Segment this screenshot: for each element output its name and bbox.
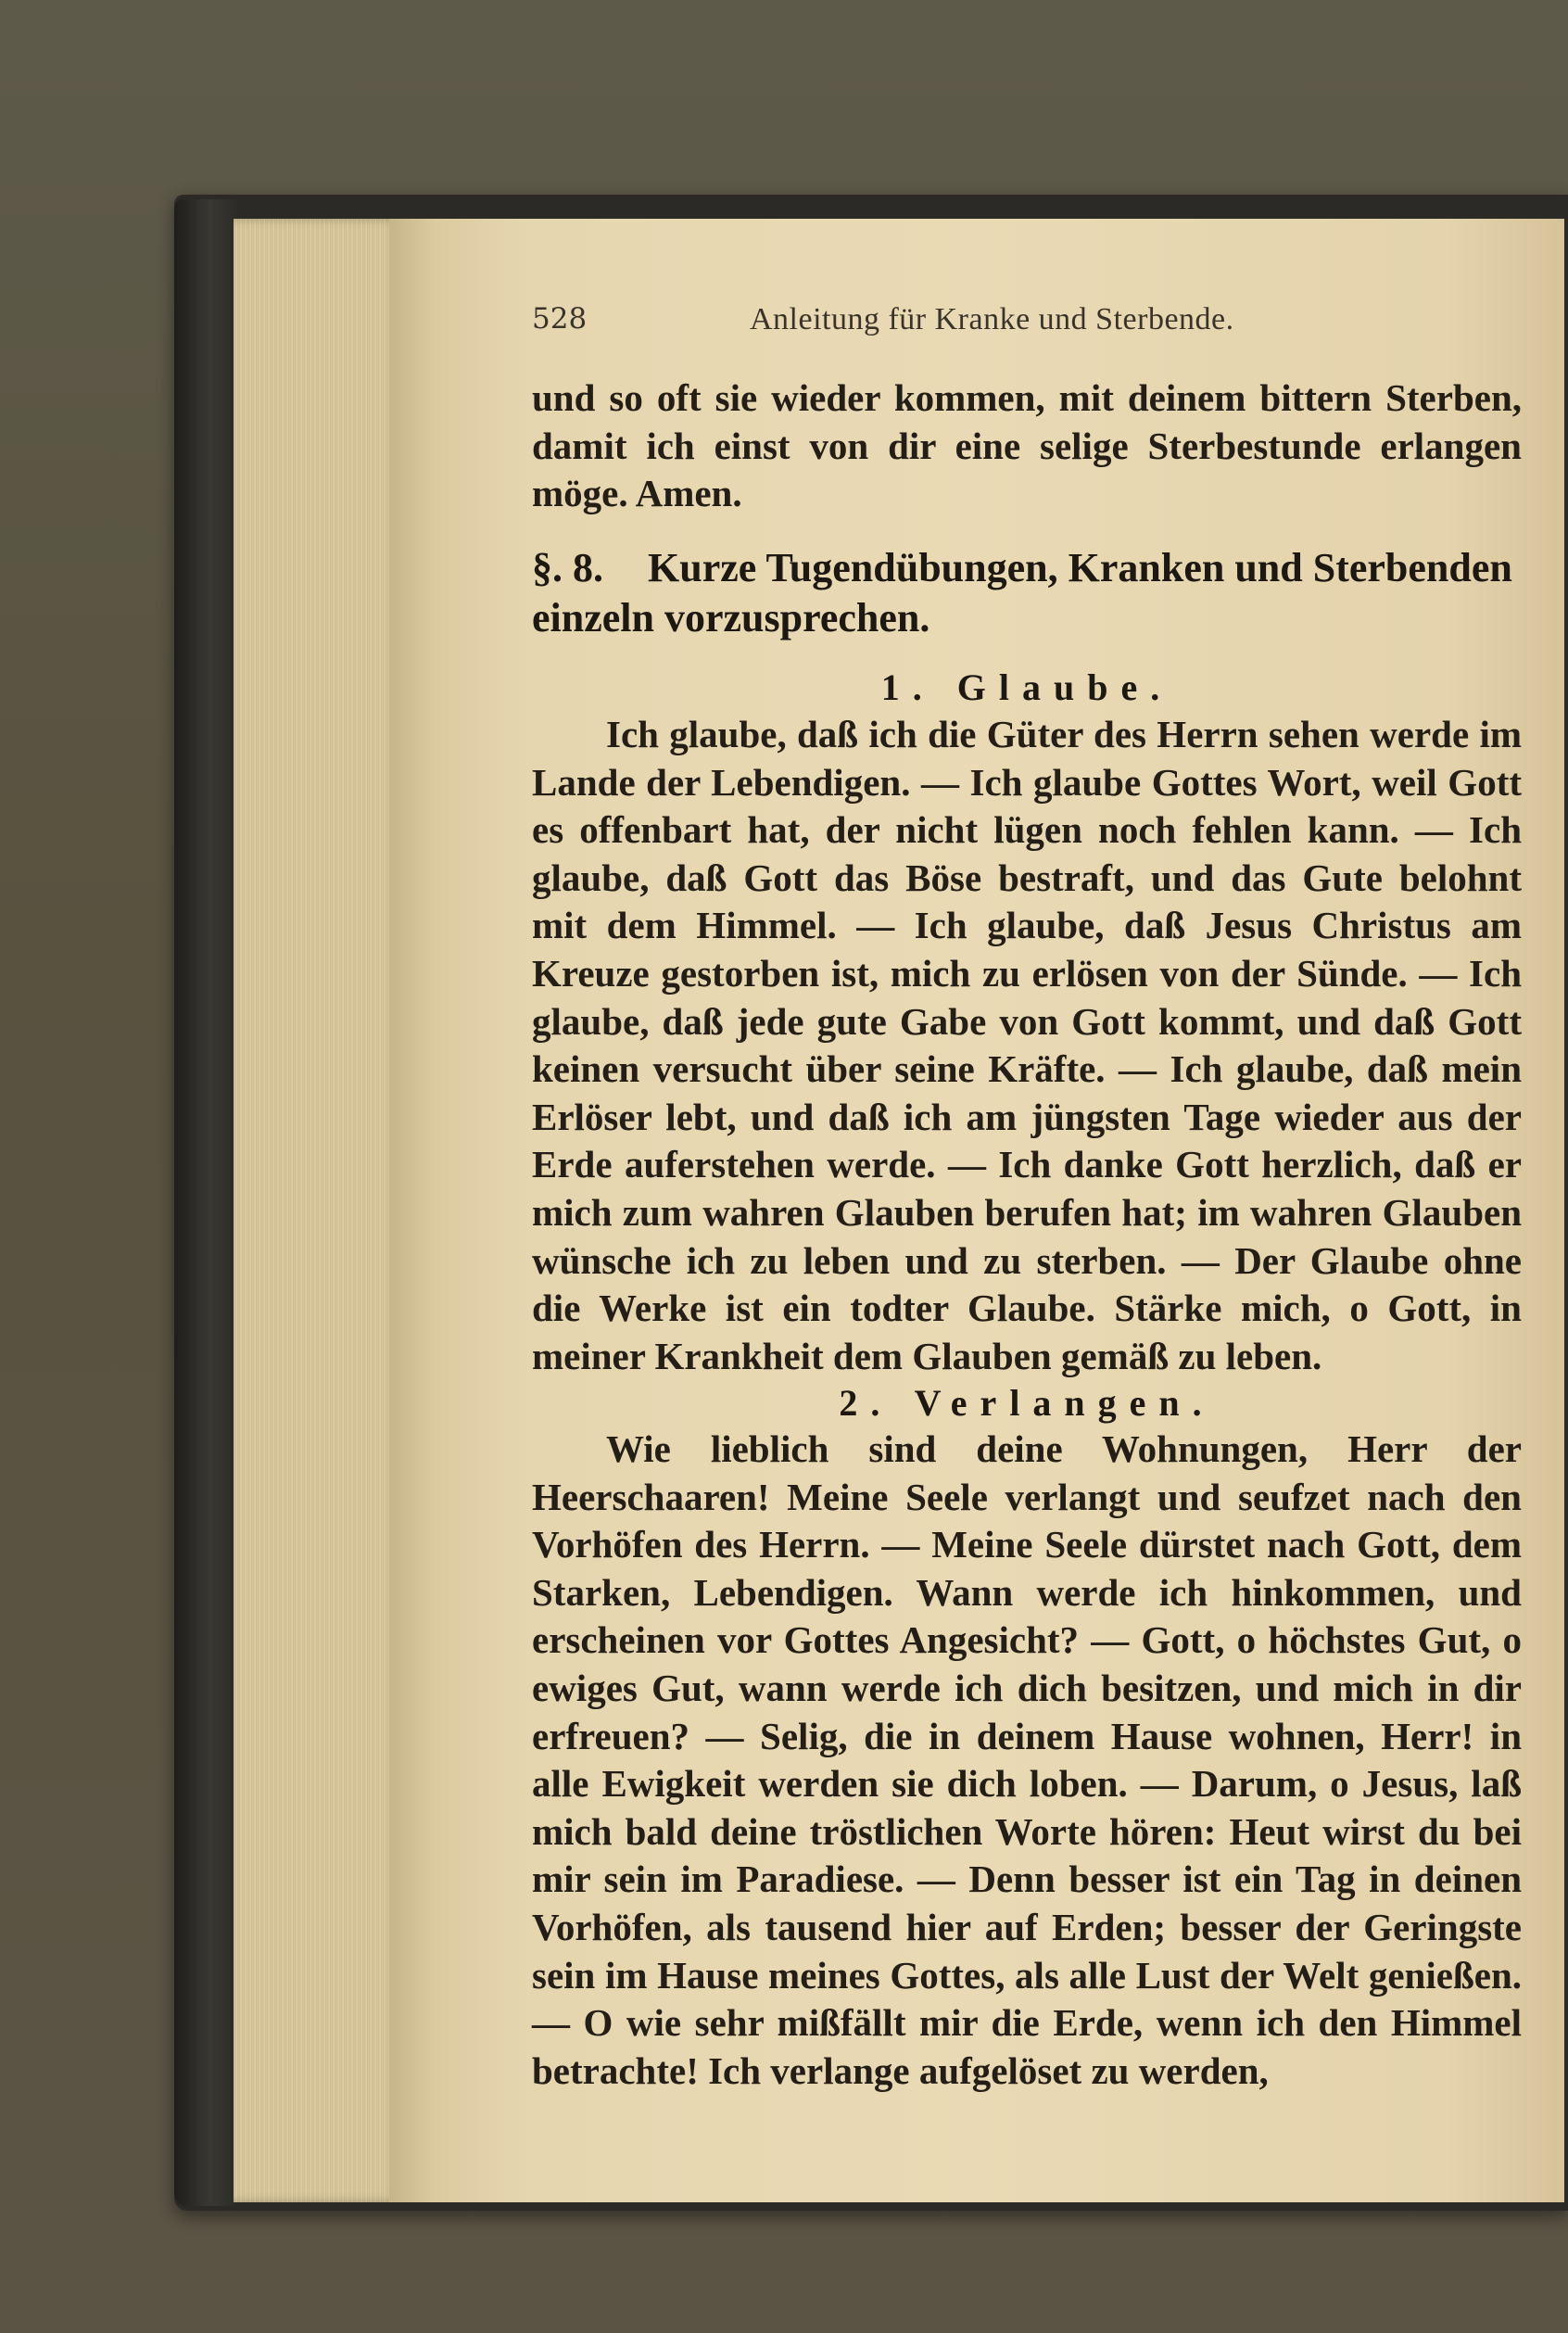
section-number: §. 8. [532,545,603,590]
continuation-paragraph [532,374,1522,518]
section-title: Kurze Tugendübungen, Kranken und Sterbenden einzeln vorzusprechen. [532,545,1512,640]
paragraph-glaube: Ich glaube, daß ich die Güter des Herrn sehen werde im Lande der Lebendigen. — Ich glaube Gottes Wort, weil Gott es offenbart hat, der nicht lügen noch fehlen kann. — Ich glaube, daß Gott das Böse bestraft, und das Gute belohnt mit dem Himmel. — Ich glaube, daß Jesus Christus am Kreuze gestorben ist, mich zu erlösen von der Sünde. — Ich glaube, daß jede gute Gabe von Gott kommt, und daß Gott keinen versucht über seine Kräfte. — Ich glaube, daß mein Erlöser lebt, und daß ich am jüngsten Tage wieder aus der Erde auferstehen werde. — Ich danke Gott herzlich, daß er mich zum wahren Glauben berufen hat; im wahren Glauben wünsche ich zu leben und zu sterben. — Der Glaube ohne die Werke ist ein todter Glaube. Stärke mich, o Gott, in meiner Krankheit dem Glauben gemäß zu leben. [532,713,1522,1377]
page-block-edges [234,219,400,2202]
paragraph-verlangen: Wie lieblich sind deine Wohnungen, Herr der Heerschaaren! Meine Seele verlangt und seufzet nach den Vorhöfen des Herrn. — Meine Seele dürstet nach Gott, dem Starken, Lebendigen. Wann werde ich hinkommen, und erscheinen vor Gottes Angesicht? — Gott, o höchstes Gut, o ewiges Gut, wann werde ich dich besitzen, und mich in dir erfreuen? — Selig, die in deinem Hause wohnen, Herr! in alle Ewigkeit werden sie dich loben. — Darum, o Jesus, laß mich bald deine tröstlichen Worte hören: Heut wirst du bei mir sein im Paradiese. — Denn besser ist ein Tag in deinen Vorhöfen, als tausend hier auf Erden; besser der Geringste sein im Hause meines Gottes, als alle Lust der Welt genießen. — O wie sehr mißfällt mir die Erde, wenn ich den Himmel betrachte! Ich verlange aufgelöset zu werden, [532,1427,1522,2092]
subsection-text-glaube [532,711,1522,1380]
subsection-heading-verlangen: 2. Verlangen. [839,1382,1215,1424]
book-spine [174,199,239,2206]
subsection-heading-glaube: 1. Glaube. [880,666,1173,708]
running-head [532,297,1522,343]
continuation-text: und so oft sie wieder kommen, mit deinem bittern Sterben, damit ich einst von dir eine selige Sterbestunde erlangen möge. Amen. [532,376,1522,515]
section-heading [532,543,1522,643]
page-number: 528 [532,302,588,336]
subsection-text-verlangen [532,1426,1522,2095]
running-head-title: Anleitung für Kranke und Sterbende. [750,302,1234,336]
